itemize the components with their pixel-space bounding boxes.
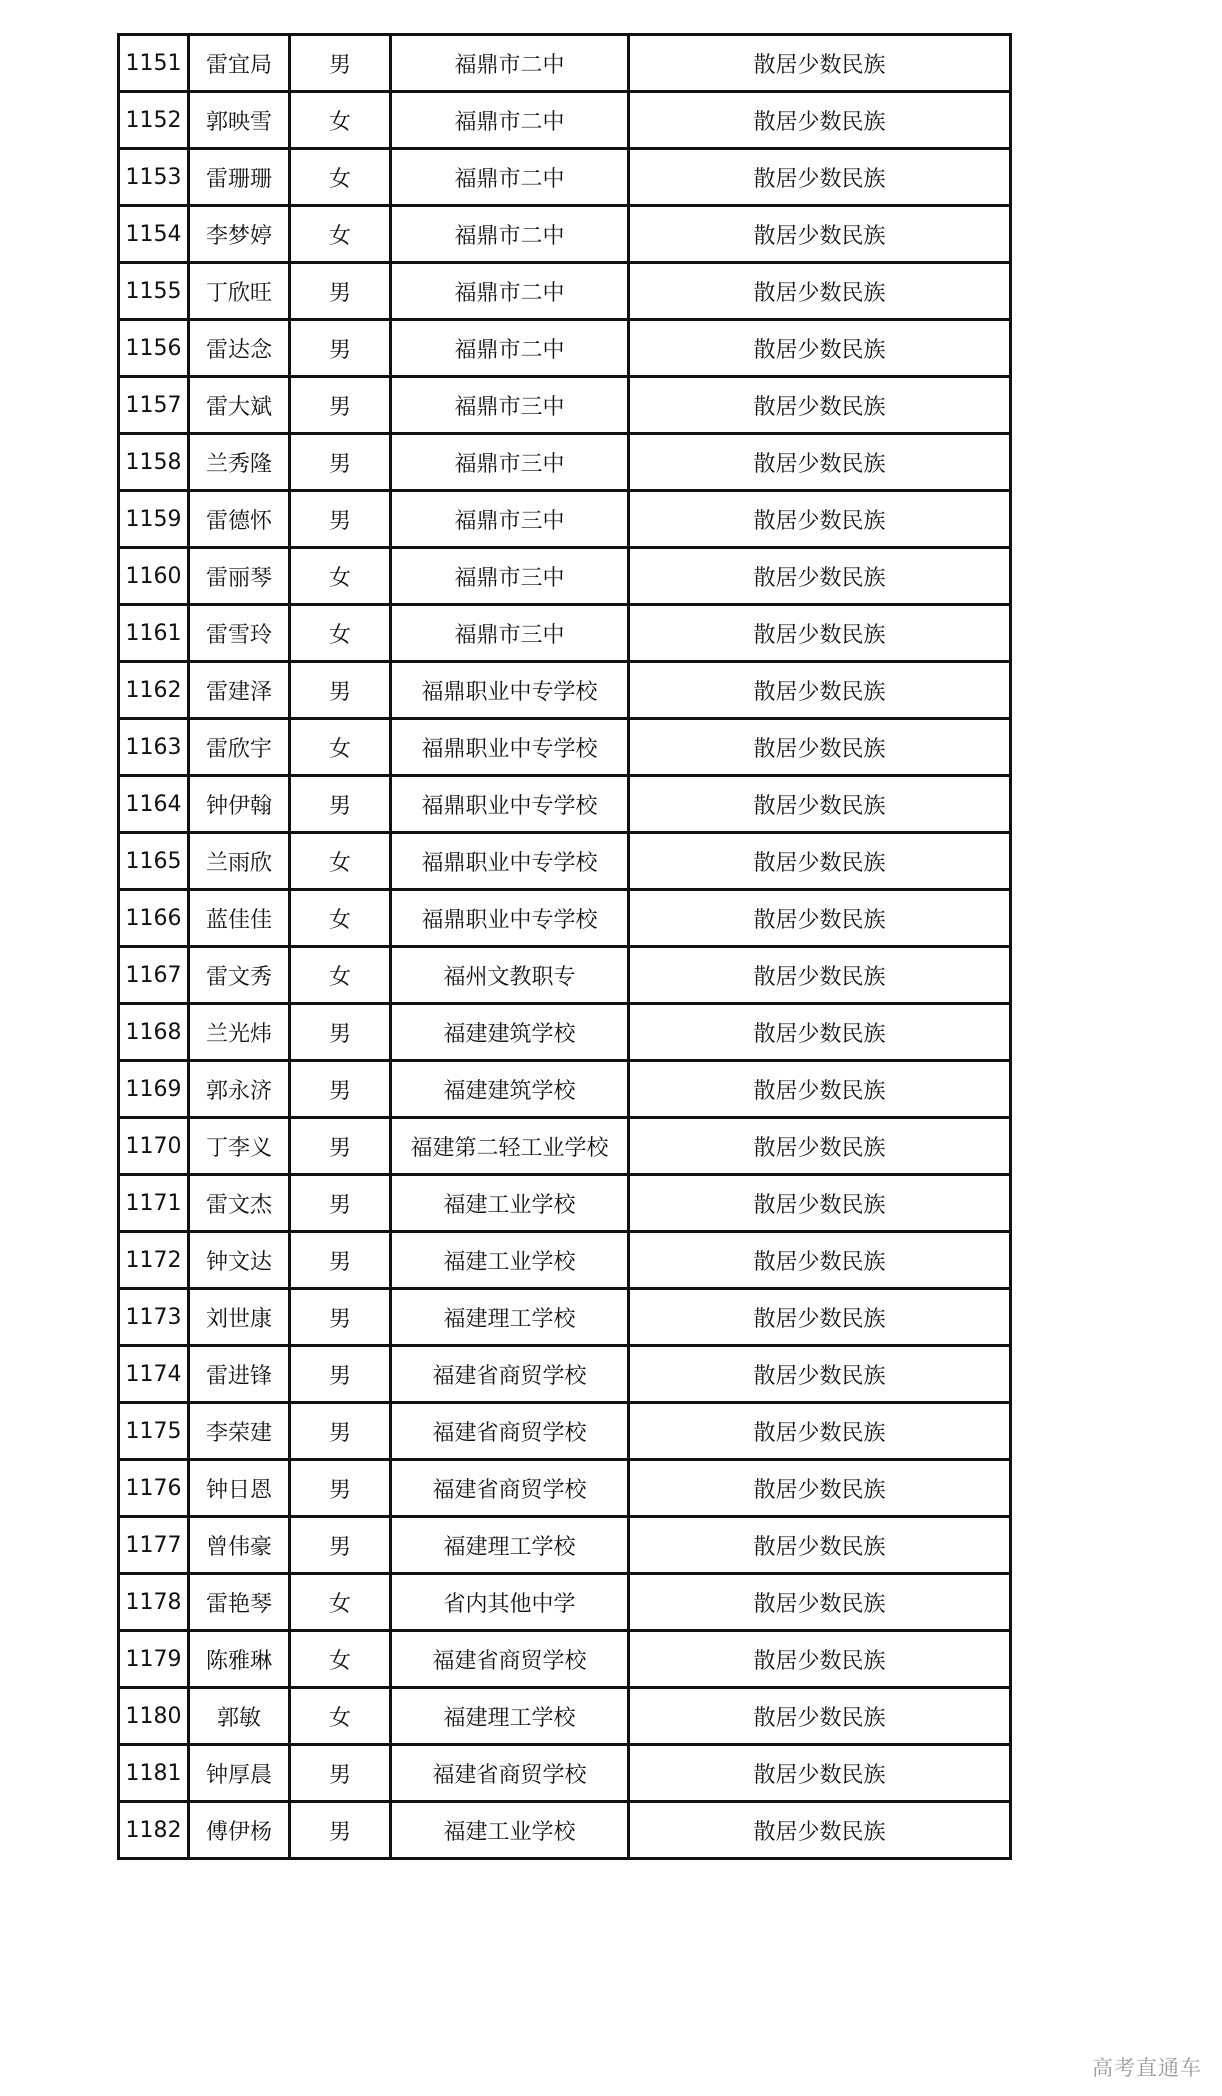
table-row	[119, 320, 1011, 377]
table-row	[119, 947, 1011, 1004]
row-number-cell: 1151	[119, 35, 189, 92]
student-name-cell: 雷进锋	[189, 1346, 290, 1403]
table-row	[119, 1631, 1011, 1688]
roster-table-container	[117, 33, 1012, 1860]
gender-cell: 男	[290, 35, 391, 92]
table-row	[119, 548, 1011, 605]
table-row	[119, 1289, 1011, 1346]
row-number-cell: 1164	[119, 776, 189, 833]
gender-cell: 女	[290, 1574, 391, 1631]
school-cell: 福建工业学校	[391, 1802, 629, 1859]
school-cell: 福鼎职业中专学校	[391, 662, 629, 719]
student-name-cell: 雷建泽	[189, 662, 290, 719]
school-cell: 福鼎市三中	[391, 491, 629, 548]
category-cell: 散居少数民族	[629, 1688, 1011, 1745]
student-name-cell: 兰秀隆	[189, 434, 290, 491]
school-cell: 福建省商贸学校	[391, 1460, 629, 1517]
category-cell: 散居少数民族	[629, 92, 1011, 149]
gender-cell: 男	[290, 1004, 391, 1061]
category-cell: 散居少数民族	[629, 206, 1011, 263]
student-name-cell: 钟文达	[189, 1232, 290, 1289]
student-name-cell: 雷文杰	[189, 1175, 290, 1232]
row-number-cell: 1162	[119, 662, 189, 719]
category-cell: 散居少数民族	[629, 890, 1011, 947]
table-row	[119, 263, 1011, 320]
row-number-cell: 1179	[119, 1631, 189, 1688]
school-cell: 福建省商贸学校	[391, 1346, 629, 1403]
category-cell: 散居少数民族	[629, 548, 1011, 605]
gender-cell: 女	[290, 1688, 391, 1745]
table-row	[119, 1118, 1011, 1175]
student-name-cell: 郭映雪	[189, 92, 290, 149]
student-name-cell: 李荣建	[189, 1403, 290, 1460]
gender-cell: 女	[290, 92, 391, 149]
gender-cell: 男	[290, 1232, 391, 1289]
table-row	[119, 833, 1011, 890]
row-number-cell: 1163	[119, 719, 189, 776]
school-cell: 福建第二轻工业学校	[391, 1118, 629, 1175]
table-row	[119, 35, 1011, 92]
gender-cell: 女	[290, 206, 391, 263]
row-number-cell: 1160	[119, 548, 189, 605]
school-cell: 福鼎职业中专学校	[391, 833, 629, 890]
row-number-cell: 1154	[119, 206, 189, 263]
row-number-cell: 1178	[119, 1574, 189, 1631]
school-cell: 福鼎市二中	[391, 92, 629, 149]
roster-table-body	[119, 35, 1011, 1859]
school-cell: 福鼎市二中	[391, 206, 629, 263]
row-number-cell: 1172	[119, 1232, 189, 1289]
category-cell: 散居少数民族	[629, 776, 1011, 833]
table-row	[119, 434, 1011, 491]
category-cell: 散居少数民族	[629, 434, 1011, 491]
student-name-cell: 雷艳琴	[189, 1574, 290, 1631]
student-name-cell: 雷宜局	[189, 35, 290, 92]
student-name-cell: 陈雅琳	[189, 1631, 290, 1688]
school-cell: 福鼎职业中专学校	[391, 890, 629, 947]
table-row	[119, 1688, 1011, 1745]
table-row	[119, 1517, 1011, 1574]
school-cell: 福鼎市二中	[391, 263, 629, 320]
category-cell: 散居少数民族	[629, 947, 1011, 1004]
row-number-cell: 1155	[119, 263, 189, 320]
gender-cell: 男	[290, 1745, 391, 1802]
school-cell: 福鼎市三中	[391, 434, 629, 491]
table-row	[119, 776, 1011, 833]
category-cell: 散居少数民族	[629, 1289, 1011, 1346]
row-number-cell: 1170	[119, 1118, 189, 1175]
row-number-cell: 1174	[119, 1346, 189, 1403]
table-row	[119, 605, 1011, 662]
category-cell: 散居少数民族	[629, 1346, 1011, 1403]
table-row	[119, 1460, 1011, 1517]
row-number-cell: 1168	[119, 1004, 189, 1061]
student-name-cell: 曾伟豪	[189, 1517, 290, 1574]
gender-cell: 男	[290, 1802, 391, 1859]
school-cell: 福鼎市二中	[391, 149, 629, 206]
gender-cell: 女	[290, 719, 391, 776]
school-cell: 福建理工学校	[391, 1517, 629, 1574]
school-cell: 福州文教职专	[391, 947, 629, 1004]
row-number-cell: 1161	[119, 605, 189, 662]
school-cell: 福鼎职业中专学校	[391, 776, 629, 833]
row-number-cell: 1175	[119, 1403, 189, 1460]
student-name-cell: 丁李义	[189, 1118, 290, 1175]
category-cell: 散居少数民族	[629, 149, 1011, 206]
school-cell: 福建工业学校	[391, 1175, 629, 1232]
school-cell: 福鼎职业中专学校	[391, 719, 629, 776]
school-cell: 福建省商贸学校	[391, 1745, 629, 1802]
gender-cell: 女	[290, 548, 391, 605]
student-name-cell: 雷达念	[189, 320, 290, 377]
student-name-cell: 雷丽琴	[189, 548, 290, 605]
table-row	[119, 206, 1011, 263]
table-row	[119, 1346, 1011, 1403]
student-name-cell: 钟厚晨	[189, 1745, 290, 1802]
table-row	[119, 149, 1011, 206]
school-cell: 福建理工学校	[391, 1688, 629, 1745]
student-name-cell: 郭敏	[189, 1688, 290, 1745]
watermark-text: 高考直通车	[1092, 2056, 1202, 2080]
student-name-cell: 丁欣旺	[189, 263, 290, 320]
gender-cell: 女	[290, 890, 391, 947]
table-row	[119, 491, 1011, 548]
school-cell: 福建建筑学校	[391, 1061, 629, 1118]
category-cell: 散居少数民族	[629, 1004, 1011, 1061]
student-name-cell: 傅伊杨	[189, 1802, 290, 1859]
row-number-cell: 1159	[119, 491, 189, 548]
category-cell: 散居少数民族	[629, 35, 1011, 92]
category-cell: 散居少数民族	[629, 662, 1011, 719]
table-row	[119, 92, 1011, 149]
gender-cell: 男	[290, 776, 391, 833]
category-cell: 散居少数民族	[629, 605, 1011, 662]
student-name-cell: 雷珊珊	[189, 149, 290, 206]
gender-cell: 男	[290, 1346, 391, 1403]
row-number-cell: 1176	[119, 1460, 189, 1517]
table-row	[119, 1175, 1011, 1232]
gender-cell: 男	[290, 1289, 391, 1346]
category-cell: 散居少数民族	[629, 1061, 1011, 1118]
gender-cell: 女	[290, 947, 391, 1004]
student-name-cell: 蓝佳佳	[189, 890, 290, 947]
category-cell: 散居少数民族	[629, 1403, 1011, 1460]
table-row	[119, 1802, 1011, 1859]
table-row	[119, 377, 1011, 434]
category-cell: 散居少数民族	[629, 1118, 1011, 1175]
table-row	[119, 1574, 1011, 1631]
table-row	[119, 662, 1011, 719]
category-cell: 散居少数民族	[629, 1745, 1011, 1802]
row-number-cell: 1167	[119, 947, 189, 1004]
category-cell: 散居少数民族	[629, 1232, 1011, 1289]
category-cell: 散居少数民族	[629, 1574, 1011, 1631]
student-name-cell: 兰雨欣	[189, 833, 290, 890]
student-name-cell: 李梦婷	[189, 206, 290, 263]
gender-cell: 男	[290, 1175, 391, 1232]
category-cell: 散居少数民族	[629, 263, 1011, 320]
table-row	[119, 1061, 1011, 1118]
row-number-cell: 1153	[119, 149, 189, 206]
gender-cell: 男	[290, 1061, 391, 1118]
student-name-cell: 钟日恩	[189, 1460, 290, 1517]
gender-cell: 女	[290, 149, 391, 206]
student-name-cell: 钟伊翰	[189, 776, 290, 833]
category-cell: 散居少数民族	[629, 1460, 1011, 1517]
gender-cell: 男	[290, 1517, 391, 1574]
row-number-cell: 1182	[119, 1802, 189, 1859]
student-name-cell: 郭永济	[189, 1061, 290, 1118]
row-number-cell: 1173	[119, 1289, 189, 1346]
gender-cell: 男	[290, 662, 391, 719]
category-cell: 散居少数民族	[629, 1802, 1011, 1859]
gender-cell: 男	[290, 1460, 391, 1517]
school-cell: 福建理工学校	[391, 1289, 629, 1346]
student-name-cell: 雷德怀	[189, 491, 290, 548]
school-cell: 福建省商贸学校	[391, 1403, 629, 1460]
student-name-cell: 雷大斌	[189, 377, 290, 434]
school-cell: 福建工业学校	[391, 1232, 629, 1289]
student-name-cell: 兰光炜	[189, 1004, 290, 1061]
gender-cell: 男	[290, 320, 391, 377]
gender-cell: 女	[290, 605, 391, 662]
row-number-cell: 1157	[119, 377, 189, 434]
school-cell: 福鼎市三中	[391, 548, 629, 605]
student-name-cell: 雷雪玲	[189, 605, 290, 662]
school-cell: 福鼎市二中	[391, 35, 629, 92]
roster-table	[117, 33, 1012, 1860]
table-row	[119, 1232, 1011, 1289]
school-cell: 福建省商贸学校	[391, 1631, 629, 1688]
gender-cell: 男	[290, 434, 391, 491]
category-cell: 散居少数民族	[629, 1175, 1011, 1232]
row-number-cell: 1180	[119, 1688, 189, 1745]
table-row	[119, 1403, 1011, 1460]
category-cell: 散居少数民族	[629, 1517, 1011, 1574]
row-number-cell: 1169	[119, 1061, 189, 1118]
row-number-cell: 1152	[119, 92, 189, 149]
row-number-cell: 1177	[119, 1517, 189, 1574]
row-number-cell: 1156	[119, 320, 189, 377]
school-cell: 福建建筑学校	[391, 1004, 629, 1061]
row-number-cell: 1165	[119, 833, 189, 890]
student-name-cell: 雷文秀	[189, 947, 290, 1004]
gender-cell: 男	[290, 1118, 391, 1175]
gender-cell: 男	[290, 1403, 391, 1460]
row-number-cell: 1171	[119, 1175, 189, 1232]
gender-cell: 男	[290, 491, 391, 548]
row-number-cell: 1166	[119, 890, 189, 947]
table-row	[119, 1004, 1011, 1061]
row-number-cell: 1181	[119, 1745, 189, 1802]
table-row	[119, 719, 1011, 776]
student-name-cell: 雷欣宇	[189, 719, 290, 776]
table-row	[119, 1745, 1011, 1802]
school-cell: 福鼎市二中	[391, 320, 629, 377]
category-cell: 散居少数民族	[629, 1631, 1011, 1688]
gender-cell: 男	[290, 377, 391, 434]
category-cell: 散居少数民族	[629, 719, 1011, 776]
school-cell: 省内其他中学	[391, 1574, 629, 1631]
category-cell: 散居少数民族	[629, 320, 1011, 377]
table-row	[119, 890, 1011, 947]
category-cell: 散居少数民族	[629, 491, 1011, 548]
school-cell: 福鼎市三中	[391, 605, 629, 662]
student-name-cell: 刘世康	[189, 1289, 290, 1346]
gender-cell: 女	[290, 833, 391, 890]
school-cell: 福鼎市三中	[391, 377, 629, 434]
gender-cell: 男	[290, 263, 391, 320]
category-cell: 散居少数民族	[629, 833, 1011, 890]
gender-cell: 女	[290, 1631, 391, 1688]
row-number-cell: 1158	[119, 434, 189, 491]
category-cell: 散居少数民族	[629, 377, 1011, 434]
